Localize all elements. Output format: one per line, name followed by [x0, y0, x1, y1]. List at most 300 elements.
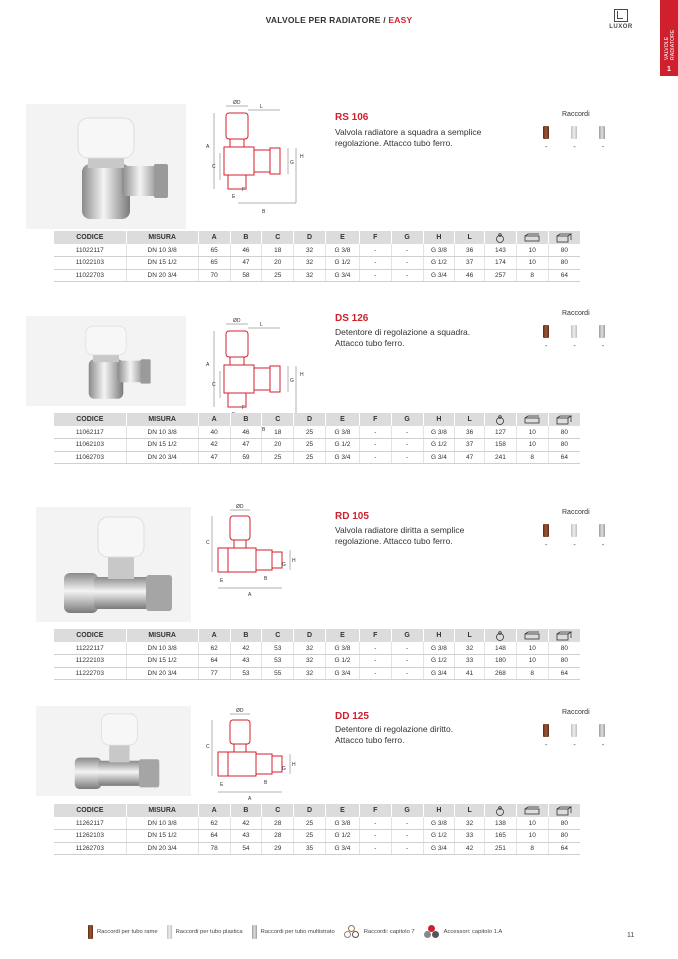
spec-table	[54, 231, 580, 282]
raccordi-value: -	[545, 144, 548, 151]
table-cell: 8	[516, 667, 548, 680]
table-cell: 64	[198, 830, 230, 843]
table-cell: 43	[230, 655, 262, 668]
table-cell: 47	[230, 439, 262, 452]
svg-text:C: C	[212, 164, 216, 170]
column-header: B	[230, 413, 262, 426]
column-header-icon	[516, 804, 548, 817]
table-row	[54, 842, 580, 855]
raccordi-icons	[543, 325, 605, 338]
table-cell: -	[359, 439, 391, 452]
column-header: MISURA	[126, 804, 198, 817]
plastic-pipe-icon	[571, 325, 577, 338]
raccordi-value: -	[601, 343, 605, 350]
column-header: H	[423, 231, 455, 244]
svg-text:C: C	[206, 540, 210, 546]
svg-text:A: A	[206, 362, 210, 368]
spec-table	[54, 804, 580, 855]
multilayer-pipe-icon	[252, 925, 257, 939]
table-cell: 35	[294, 842, 326, 855]
table-cell: 11062703	[54, 451, 126, 464]
table-cell: 80	[548, 257, 580, 270]
table-cell: -	[391, 451, 423, 464]
table-cell: G 3/8	[325, 244, 359, 257]
column-header: B	[230, 804, 262, 817]
table-cell: -	[391, 439, 423, 452]
description-line: Detentore di regolazione a squadra.	[335, 327, 471, 337]
column-header: D	[294, 804, 326, 817]
raccordi-value: -	[573, 742, 576, 749]
column-header-icon	[548, 231, 580, 244]
table-cell: -	[359, 451, 391, 464]
table-cell: 32	[294, 667, 326, 680]
table-cell: 32	[294, 257, 326, 270]
table-cell: 78	[198, 842, 230, 855]
table-header-row	[54, 804, 580, 817]
table-cell: 37	[455, 257, 485, 270]
svg-text:A: A	[248, 796, 252, 802]
table-cell: -	[359, 257, 391, 270]
table-row	[54, 655, 580, 668]
raccordi-values	[545, 542, 604, 549]
table-cell: 25	[262, 451, 294, 464]
table-cell: 11222117	[54, 642, 126, 655]
technical-drawing-svg	[178, 504, 318, 604]
table-cell: 10	[516, 655, 548, 668]
product-description	[335, 525, 535, 546]
table-cell: 80	[548, 830, 580, 843]
column-header: L	[455, 231, 485, 244]
table-cell: 180	[485, 655, 517, 668]
weight-icon	[495, 415, 505, 425]
technical-drawing-svg	[178, 708, 318, 808]
table-cell: 127	[485, 426, 517, 439]
table-cell: 80	[548, 439, 580, 452]
svg-text:G: G	[290, 378, 294, 384]
table-row	[54, 817, 580, 830]
column-header: E	[325, 413, 359, 426]
table-cell: 65	[198, 244, 230, 257]
table-header-row	[54, 629, 580, 642]
table-cell: 25	[294, 830, 326, 843]
table-cell: 47	[198, 451, 230, 464]
table-cell: 257	[485, 269, 517, 282]
table-cell: DN 15 1/2	[126, 439, 198, 452]
column-header: L	[455, 804, 485, 817]
table-cell: 25	[294, 817, 326, 830]
table-row	[54, 830, 580, 843]
table-cell: 32	[294, 269, 326, 282]
table-cell: G 3/8	[423, 426, 455, 439]
column-header-icon	[516, 413, 548, 426]
table-cell: -	[391, 269, 423, 282]
table-cell: 11222703	[54, 667, 126, 680]
logo-text: LUXOR	[609, 24, 633, 30]
legend-plastic	[167, 925, 243, 939]
table-cell: -	[359, 817, 391, 830]
svg-text:H: H	[300, 372, 304, 378]
table-cell: G 1/2	[325, 257, 359, 270]
multilayer-pipe-icon	[599, 524, 605, 537]
svg-text:B: B	[262, 209, 266, 215]
table-cell: G 1/2	[423, 655, 455, 668]
description-line: regolazione. Attacco tubo ferro.	[335, 535, 453, 546]
valve-photo-svg	[26, 104, 186, 229]
column-header: CODICE	[54, 413, 126, 426]
product-description	[335, 724, 535, 745]
table-cell: 55	[262, 667, 294, 680]
table-cell: 8	[516, 842, 548, 855]
brand-logo	[604, 9, 638, 30]
column-header: B	[230, 629, 262, 642]
multilayer-pipe-icon	[599, 126, 605, 139]
column-header: A	[198, 413, 230, 426]
table-cell: 11022103	[54, 257, 126, 270]
column-header: CODICE	[54, 231, 126, 244]
column-header: MISURA	[126, 231, 198, 244]
page-number: 11	[627, 932, 635, 939]
svg-text:G: G	[282, 562, 286, 568]
column-header: MISURA	[126, 413, 198, 426]
product-code: DD 125	[335, 711, 369, 722]
raccordi-values	[545, 742, 604, 749]
raccordi-icons	[543, 724, 605, 737]
table-cell: 11022117	[54, 244, 126, 257]
rings-icon	[344, 925, 360, 939]
table-cell: 32	[455, 817, 485, 830]
plastic-pipe-icon	[167, 925, 172, 939]
column-header-icon	[548, 629, 580, 642]
description-line: Attacco tubo ferro.	[335, 734, 405, 745]
table-cell: 165	[485, 830, 517, 843]
table-cell: 174	[485, 257, 517, 270]
table-cell: 46	[230, 244, 262, 257]
table-cell: 46	[230, 426, 262, 439]
table-cell: 53	[230, 667, 262, 680]
table-cell: DN 15 1/2	[126, 655, 198, 668]
svg-text:E: E	[220, 782, 224, 788]
column-header: C	[262, 231, 294, 244]
table-cell: DN 15 1/2	[126, 257, 198, 270]
column-header: G	[391, 231, 423, 244]
table-cell: 10	[516, 244, 548, 257]
copper-pipe-icon	[88, 925, 93, 939]
table-cell: 25	[262, 269, 294, 282]
table-cell: 42	[230, 817, 262, 830]
legend-copper	[88, 925, 158, 939]
column-header-icon	[516, 231, 548, 244]
weight-icon	[495, 233, 505, 243]
svg-text:H: H	[292, 558, 296, 564]
raccordi-value: -	[601, 742, 605, 749]
column-header-icon	[485, 629, 517, 642]
table-cell: G 3/4	[423, 667, 455, 680]
table-row	[54, 269, 580, 282]
box-icon	[524, 631, 540, 641]
table-cell: 42	[198, 439, 230, 452]
logo-mark-icon	[614, 9, 628, 22]
table-cell: 33	[455, 830, 485, 843]
table-cell: 62	[198, 642, 230, 655]
valve-photo-svg	[36, 706, 191, 796]
spec-table	[54, 413, 580, 464]
table-cell: 64	[548, 269, 580, 282]
table-cell: 241	[485, 451, 517, 464]
box-icon	[524, 233, 540, 243]
table-cell: DN 10 3/8	[126, 244, 198, 257]
table-cell: G 3/8	[423, 642, 455, 655]
table-cell: -	[391, 667, 423, 680]
footer-legend	[88, 925, 511, 939]
product-photo	[26, 316, 186, 406]
svg-text:ØD: ØD	[236, 708, 244, 714]
table-cell: 42	[455, 842, 485, 855]
table-cell: 54	[230, 842, 262, 855]
table-cell: G 3/8	[325, 642, 359, 655]
table-cell: -	[391, 655, 423, 668]
box-icon	[524, 415, 540, 425]
copper-pipe-icon	[543, 724, 549, 737]
plastic-pipe-icon	[571, 126, 577, 139]
legend-fittings-chapter	[344, 925, 415, 939]
table-cell: 28	[262, 817, 294, 830]
table-cell: 80	[548, 655, 580, 668]
dimension-diagram	[196, 98, 316, 223]
table-cell: -	[391, 817, 423, 830]
table-cell: 64	[548, 667, 580, 680]
table-cell: 11062103	[54, 439, 126, 452]
table-row	[54, 257, 580, 270]
table-cell: 53	[262, 642, 294, 655]
column-header: A	[198, 629, 230, 642]
svg-text:L: L	[260, 104, 263, 110]
table-cell: 18	[262, 244, 294, 257]
table-cell: G 3/4	[325, 451, 359, 464]
product-photo	[36, 507, 191, 622]
table-cell: 58	[230, 269, 262, 282]
column-header: D	[294, 629, 326, 642]
legend-label: Raccordi per tubo rame	[97, 929, 158, 935]
table-cell: 80	[548, 426, 580, 439]
table-cell: 46	[455, 269, 485, 282]
column-header: H	[423, 804, 455, 817]
column-header: G	[391, 804, 423, 817]
table-cell: G 1/2	[423, 830, 455, 843]
svg-text:A: A	[206, 144, 210, 150]
legend-label: Raccordi: capitolo 7	[363, 929, 415, 935]
table-cell: 11022703	[54, 269, 126, 282]
column-header: E	[325, 629, 359, 642]
table-cell: 28	[262, 830, 294, 843]
svg-text:E: E	[232, 194, 236, 200]
table-cell: G 1/2	[423, 439, 455, 452]
svg-text:ØD: ØD	[233, 318, 241, 324]
svg-text:F: F	[242, 405, 246, 411]
weight-icon	[495, 631, 505, 641]
column-header: F	[359, 629, 391, 642]
dimension-diagram	[178, 504, 318, 609]
table-cell: -	[359, 667, 391, 680]
svg-text:E: E	[220, 578, 224, 584]
column-header: G	[391, 413, 423, 426]
svg-text:G: G	[282, 766, 286, 772]
product-description	[335, 127, 535, 148]
column-header-icon	[485, 804, 517, 817]
table-cell: 10	[516, 830, 548, 843]
column-header: A	[198, 804, 230, 817]
table-cell: 143	[485, 244, 517, 257]
table-cell: 80	[548, 817, 580, 830]
legend-label: Raccordi per tubo plastica	[175, 929, 243, 935]
column-header-icon	[485, 231, 517, 244]
legend-label: Raccordi per tubo multistrato	[260, 929, 335, 935]
table-cell: -	[391, 642, 423, 655]
table-cell: 11222103	[54, 655, 126, 668]
table-cell: 268	[485, 667, 517, 680]
table-cell: G 1/2	[325, 655, 359, 668]
table-cell: 64	[548, 451, 580, 464]
multilayer-pipe-icon	[599, 325, 605, 338]
table-cell: -	[359, 655, 391, 668]
legend-accessories-chapter	[424, 925, 503, 939]
carton-icon	[556, 233, 572, 243]
table-cell: 32	[294, 642, 326, 655]
table-cell: 65	[198, 257, 230, 270]
table-cell: 20	[262, 257, 294, 270]
raccordi-label: Raccordi	[562, 310, 590, 317]
table-cell: 29	[262, 842, 294, 855]
column-header: E	[325, 804, 359, 817]
carton-icon	[556, 806, 572, 816]
chapter-side-tab	[660, 0, 678, 76]
table-cell: 47	[455, 451, 485, 464]
table-cell: DN 20 3/4	[126, 667, 198, 680]
raccordi-values	[545, 343, 604, 350]
svg-text:F: F	[242, 187, 246, 193]
table-cell: DN 10 3/8	[126, 426, 198, 439]
table-cell: G 1/2	[325, 439, 359, 452]
table-cell: G 3/4	[325, 269, 359, 282]
copper-pipe-icon	[543, 524, 549, 537]
table-cell: 10	[516, 426, 548, 439]
table-cell: -	[359, 642, 391, 655]
table-cell: G 3/8	[423, 817, 455, 830]
table-cell: -	[359, 426, 391, 439]
table-cell: 42	[230, 642, 262, 655]
raccordi-value: -	[545, 343, 548, 350]
box-icon	[524, 806, 540, 816]
raccordi-value: -	[545, 742, 548, 749]
table-cell: 25	[294, 451, 326, 464]
multilayer-pipe-icon	[599, 724, 605, 737]
table-cell: G 3/4	[423, 842, 455, 855]
carton-icon	[556, 415, 572, 425]
description-line: Attacco tubo ferro.	[335, 337, 405, 348]
table-cell: G 1/2	[325, 830, 359, 843]
table-cell: 18	[262, 426, 294, 439]
table-cell: G 3/8	[325, 817, 359, 830]
table-cell: 70	[198, 269, 230, 282]
column-header: F	[359, 413, 391, 426]
table-row	[54, 244, 580, 257]
raccordi-values	[545, 144, 604, 151]
raccordi-label: Raccordi	[562, 709, 590, 716]
table-cell: 10	[516, 642, 548, 655]
table-cell: G 3/8	[423, 244, 455, 257]
column-header: F	[359, 231, 391, 244]
product-code: DS 126	[335, 313, 369, 324]
technical-drawing-svg	[196, 98, 316, 218]
valve-photo-svg	[26, 316, 186, 406]
valve-photo-svg	[36, 507, 191, 622]
svg-text:ØD: ØD	[236, 504, 244, 510]
table-cell: 37	[455, 439, 485, 452]
side-tab-number: 1	[667, 66, 671, 73]
table-cell: 11262703	[54, 842, 126, 855]
table-cell: -	[391, 426, 423, 439]
raccordi-icons	[543, 524, 605, 537]
column-header-icon	[548, 804, 580, 817]
plastic-pipe-icon	[571, 524, 577, 537]
column-header: C	[262, 804, 294, 817]
carton-icon	[556, 631, 572, 641]
column-header-icon	[548, 413, 580, 426]
column-header: C	[262, 629, 294, 642]
table-cell: 36	[455, 426, 485, 439]
table-cell: 32	[294, 244, 326, 257]
raccordi-value: -	[573, 343, 576, 350]
accessories-icon	[424, 925, 440, 939]
table-cell: 62	[198, 817, 230, 830]
product-description	[335, 327, 535, 348]
raccordi-value: -	[545, 542, 548, 549]
column-header: E	[325, 231, 359, 244]
table-header-row	[54, 231, 580, 244]
table-cell: DN 20 3/4	[126, 451, 198, 464]
table-cell: -	[359, 244, 391, 257]
table-cell: 64	[548, 842, 580, 855]
svg-text:ØD: ØD	[233, 100, 241, 106]
svg-text:H: H	[292, 762, 296, 768]
table-cell: G 1/2	[423, 257, 455, 270]
table-cell: G 3/4	[325, 667, 359, 680]
column-header: H	[423, 413, 455, 426]
table-cell: -	[391, 257, 423, 270]
table-cell: 59	[230, 451, 262, 464]
svg-text:L: L	[260, 322, 263, 328]
column-header: CODICE	[54, 804, 126, 817]
table-cell: 251	[485, 842, 517, 855]
column-header: L	[455, 629, 485, 642]
column-header: MISURA	[126, 629, 198, 642]
table-cell: G 3/4	[325, 842, 359, 855]
table-cell: -	[359, 269, 391, 282]
svg-text:G: G	[290, 160, 294, 166]
plastic-pipe-icon	[571, 724, 577, 737]
table-row	[54, 451, 580, 464]
product-photo	[36, 706, 191, 796]
table-cell: 158	[485, 439, 517, 452]
table-cell: 11062117	[54, 426, 126, 439]
table-cell: -	[391, 244, 423, 257]
svg-text:H: H	[300, 154, 304, 160]
table-cell: G 3/8	[325, 426, 359, 439]
table-cell: 47	[230, 257, 262, 270]
column-header: D	[294, 413, 326, 426]
table-cell: DN 15 1/2	[126, 830, 198, 843]
table-cell: 8	[516, 451, 548, 464]
table-cell: 25	[294, 439, 326, 452]
